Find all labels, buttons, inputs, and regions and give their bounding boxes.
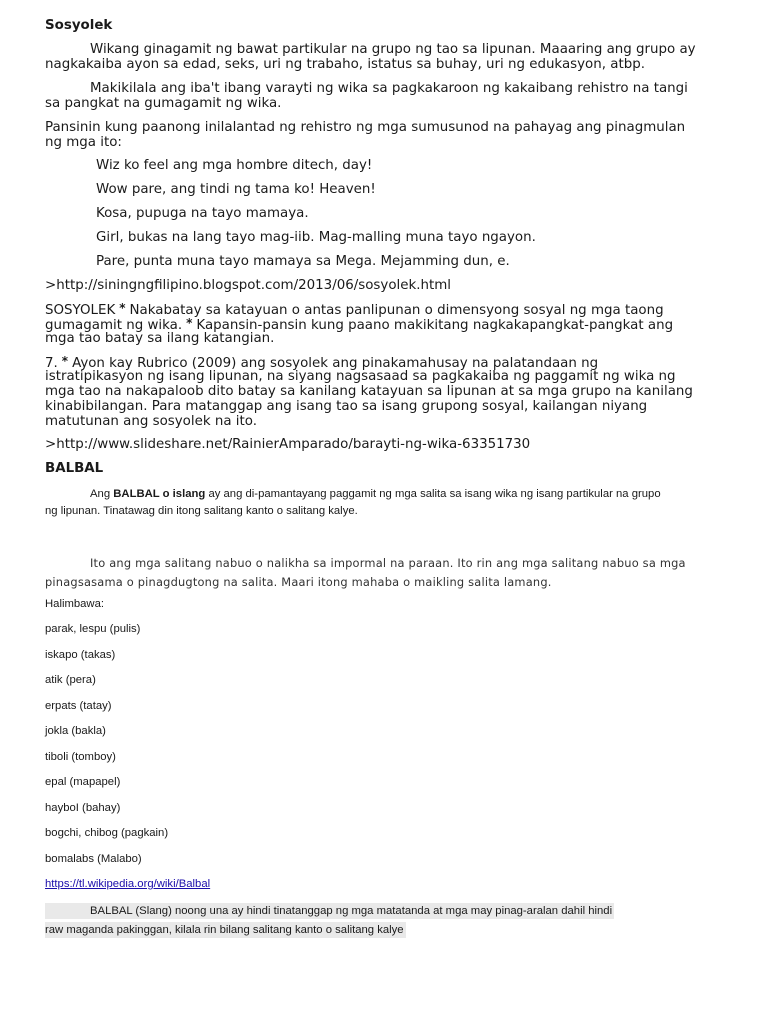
rubrico-line: mga tao na nakapaloob dito batay sa kanilang katayuan sa lipunan at sa mga grupo na kanilang xyxy=(45,384,693,399)
example-sentence: Pare, punta muna tayo mamaya sa Mega. Mejamming dun, e. xyxy=(96,254,510,269)
example-sentence: Wow pare, ang tindi ng tama ko! Heaven! xyxy=(96,182,376,197)
highlighted-line: BALBAL (Slang) noong una ay hindi tinatanggap ng mga matatanda at mga may pinag-aralan dahil hindi xyxy=(45,905,614,917)
paragraph-line: Makikilala ang iba't ibang varayti ng wika sa pagkakaroon ng kakaibang rehistro na tangi xyxy=(90,81,688,96)
definition-line: gumagamit ng wika. * Kapansin-pansin kung paano makikitang nagkakapangkat-pangkat ang xyxy=(45,316,674,333)
rubrico-line: istratipikasyon ng isang lipunan, na siyang nagsasaad sa pagkakaiba ng paggamit ng wika ng xyxy=(45,369,676,384)
asterisk-icon: * xyxy=(186,316,193,330)
definition-line: SOSYOLEK * Nakabatay sa katayuan o antas panlipunan o dimensyong sosyal ng mga taong xyxy=(45,301,664,318)
list-item: erpats (tatay) xyxy=(45,700,112,712)
rubrico-line: kinabibilangan. Para matanggap ang isang tao sa isang grupong sosyal, kailangan niyang xyxy=(45,399,648,414)
wikipedia-link-line xyxy=(45,878,210,890)
asterisk-icon: * xyxy=(61,354,69,368)
paragraph-line: sa pangkat na gumagamit ng wika. xyxy=(45,96,282,111)
section-title-sosyolek: Sosyolek xyxy=(45,18,113,33)
list-item: iskapo (takas) xyxy=(45,649,116,661)
definition-line: mga tao batay sa ilang katangian. xyxy=(45,331,275,346)
paragraph-line: pinagsasama o pinagdugtong na salita. Maari itong mahaba o maikling salita lamang. xyxy=(45,575,552,589)
example-sentence: Kosa, pupuga na tayo mamaya. xyxy=(96,206,309,221)
list-item: atik (pera) xyxy=(45,674,96,686)
paragraph-line: Wikang ginagamit ng bawat partikular na grupo ng tao sa lipunan. Maaaring ang grupo ay xyxy=(90,42,696,57)
examples-label: Halimbawa: xyxy=(45,598,105,610)
source-url: >http://siningngfilipino.blogspot.com/2013/06/sosyolek.html xyxy=(45,278,451,293)
example-sentence: Wiz ko feel ang mga hombre ditech, day! xyxy=(96,158,373,173)
paragraph-line: Pansinin kung paanong inilalantad ng rehistro ng mga sumusunod na pahayag ang pinagmulan xyxy=(45,120,686,135)
paragraph-line: nagkakaiba ayon sa edad, seks, uri ng trabaho, istatus sa buhay, uri ng edukasyon, atbp. xyxy=(45,57,645,72)
paragraph-line: Ito ang mga salitang nabuo o nalikha sa impormal na paraan. Ito rin ang mga salitang nabuo sa mga xyxy=(90,556,686,570)
rubrico-line: matutunan ang sosyolek na ito. xyxy=(45,414,257,429)
asterisk-icon: * xyxy=(119,301,126,315)
list-item: parak, lespu (pulis) xyxy=(45,623,141,635)
list-item: jokla (bakla) xyxy=(45,725,106,737)
section-title-balbal: BALBAL xyxy=(45,461,104,476)
list-item: hayboI (bahay) xyxy=(45,802,121,814)
paragraph-line: Ang BALBAL o islang ay ang di-pamantayang paggamit ng mga salita sa isang wika ng isang partikular na grupo xyxy=(90,488,661,500)
list-item: bomalabs (Malabo) xyxy=(45,853,142,865)
wikipedia-link[interactable]: https://tl.wikipedia.org/wiki/Balbal xyxy=(45,878,211,890)
example-sentence: Girl, bukas na lang tayo mag-iib. Mag-malling muna tayo ngayon. xyxy=(96,230,536,245)
list-item: bogchi, chibog (pagkain) xyxy=(45,827,169,839)
paragraph-line: ng mga ito: xyxy=(45,135,122,150)
source-url: >http://www.slideshare.net/RainierAmparado/barayti-ng-wika-63351730 xyxy=(45,437,531,452)
paragraph-line: ng lipunan. Tinatawag din itong salitang kanto o salitang kalye. xyxy=(45,505,358,517)
list-item: tiboli (tomboy) xyxy=(45,751,116,763)
rubrico-line: 7. * Ayon kay Rubrico (2009) ang sosyolek ang pinakamahusay na palatandaan ng xyxy=(45,354,599,371)
highlighted-line: raw maganda pakinggan, kilala rin bilang salitang kanto o salitang kalye xyxy=(45,924,404,936)
list-item: epal (mapapel) xyxy=(45,776,121,788)
